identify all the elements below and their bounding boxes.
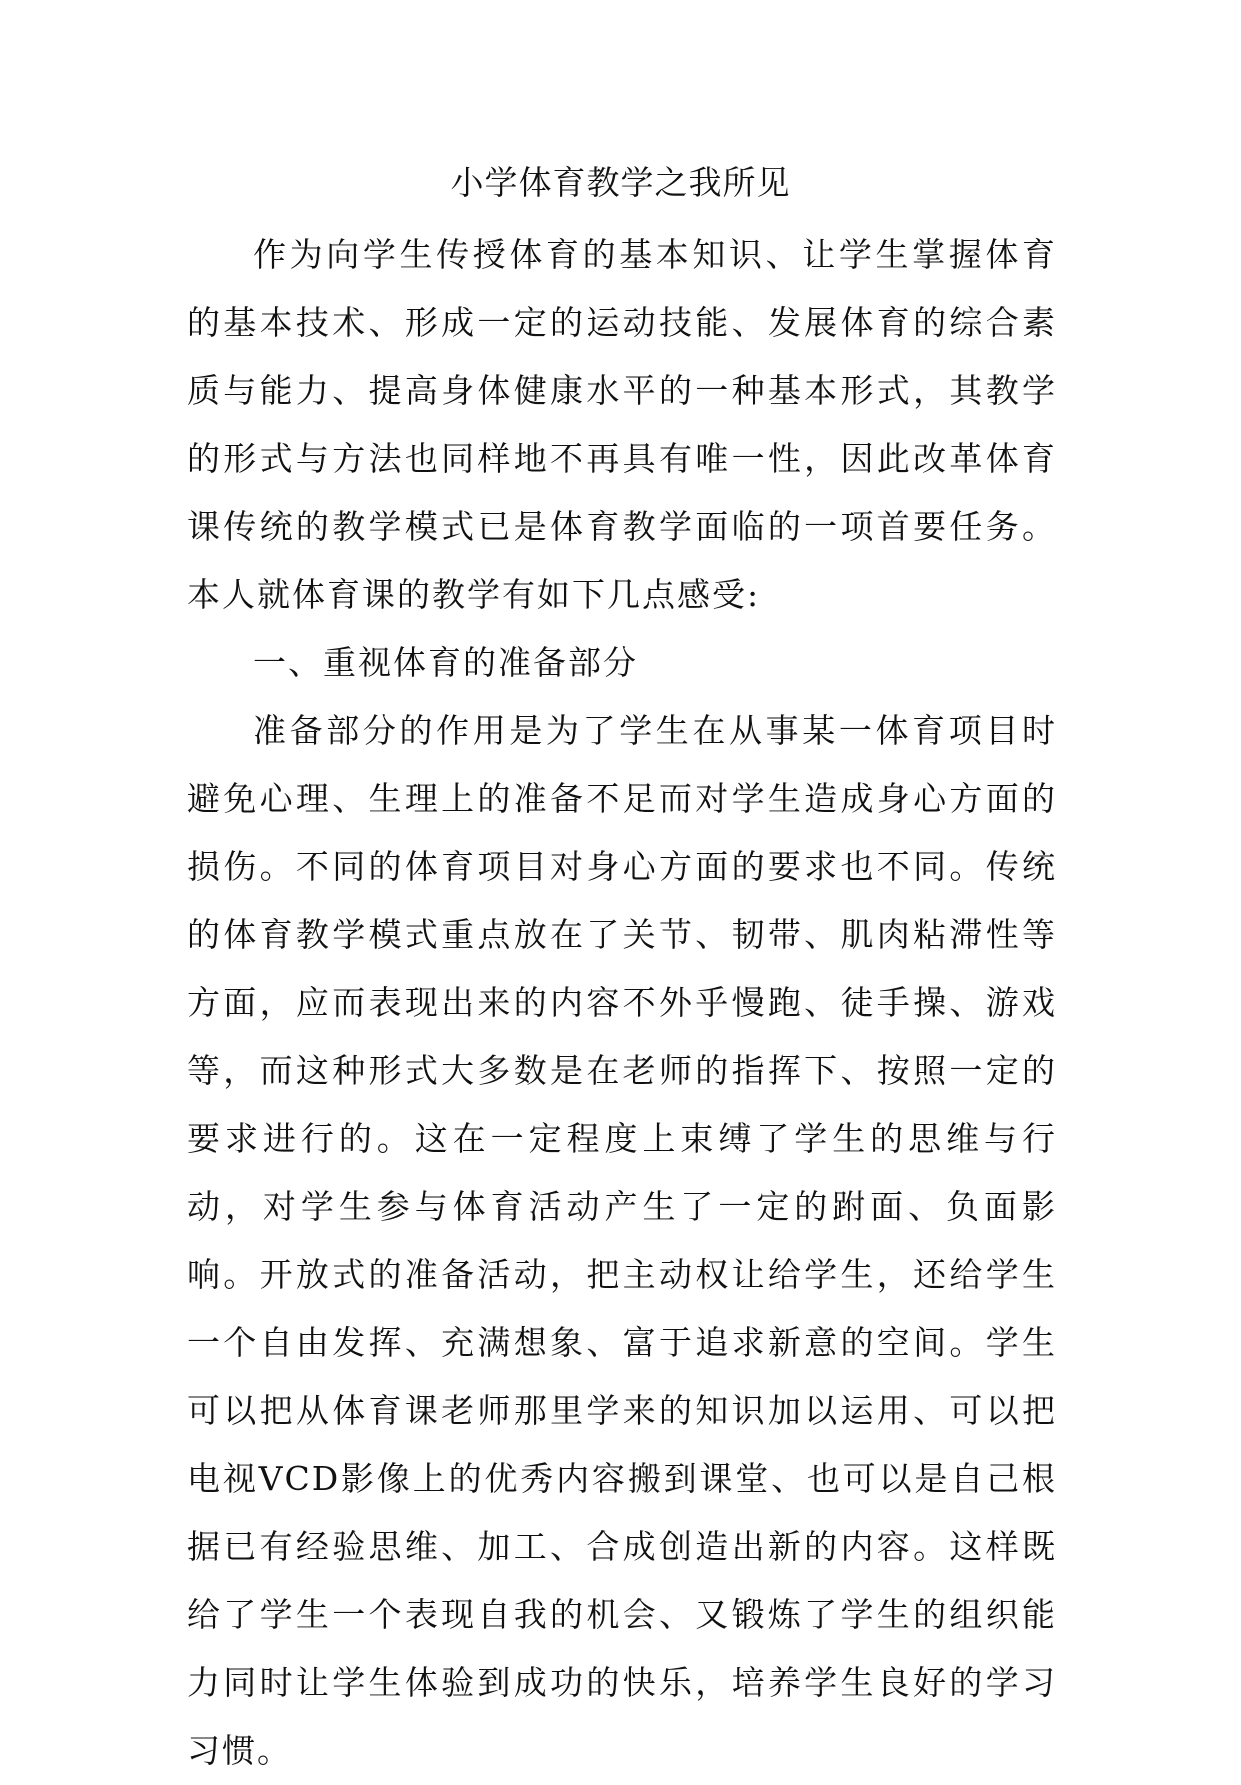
- section-heading: 一、重视体育的准备部分: [253, 643, 638, 682]
- section-paragraph: 准备部分的作用是为了学生在从事某一体育项目时避免心理、生理上的准备不足而对学生造成身心方面的损伤。不同的体育项目对身心方面的要求也不同。传统的体育教学模式重点放在了关节、韧带、肌肉粘滞性等方面，应而表现出来的内容不外乎慢跑、徒手操、游戏等，而这种形式大多数是在老师的指挥下、按照一定的要求进行的。这在一定程度上束缚了学生的思维与行动，对学生参与体育活动产生了一定的跗面、负面影响。开放式的准备活动，把主动权让给学生，还给学生一个自由发挥、充满想象、富于追求新意的空间。学生可以把从体育课老师那里学来的知识加以运用、可以把电视VCD影像上的优秀内容搬到课堂、也可以是自己根据已有经验思维、加工、合成创造出新的内容。这样既给了学生一个表现自我的机会、又锻炼了学生的组织能力同时让学生体验到成功的快乐，培养学生良好的学习习惯。: [187, 711, 1057, 1770]
- intro-paragraph: 作为向学生传授体育的基本知识、让学生掌握体育的基本技术、形成一定的运动技能、发展体育的综合素质与能力、提高身体健康水平的一种基本形式，其教学的形式与方法也同样地不再具有唯一性，因此改革体育课传统的教学模式已是体育教学面临的一项首要任务。本人就体育课的教学有如下几点感受:: [187, 235, 1057, 614]
- document-title: 小学体育教学之我所见: [450, 163, 791, 202]
- document-body: [187, 221, 1057, 1785]
